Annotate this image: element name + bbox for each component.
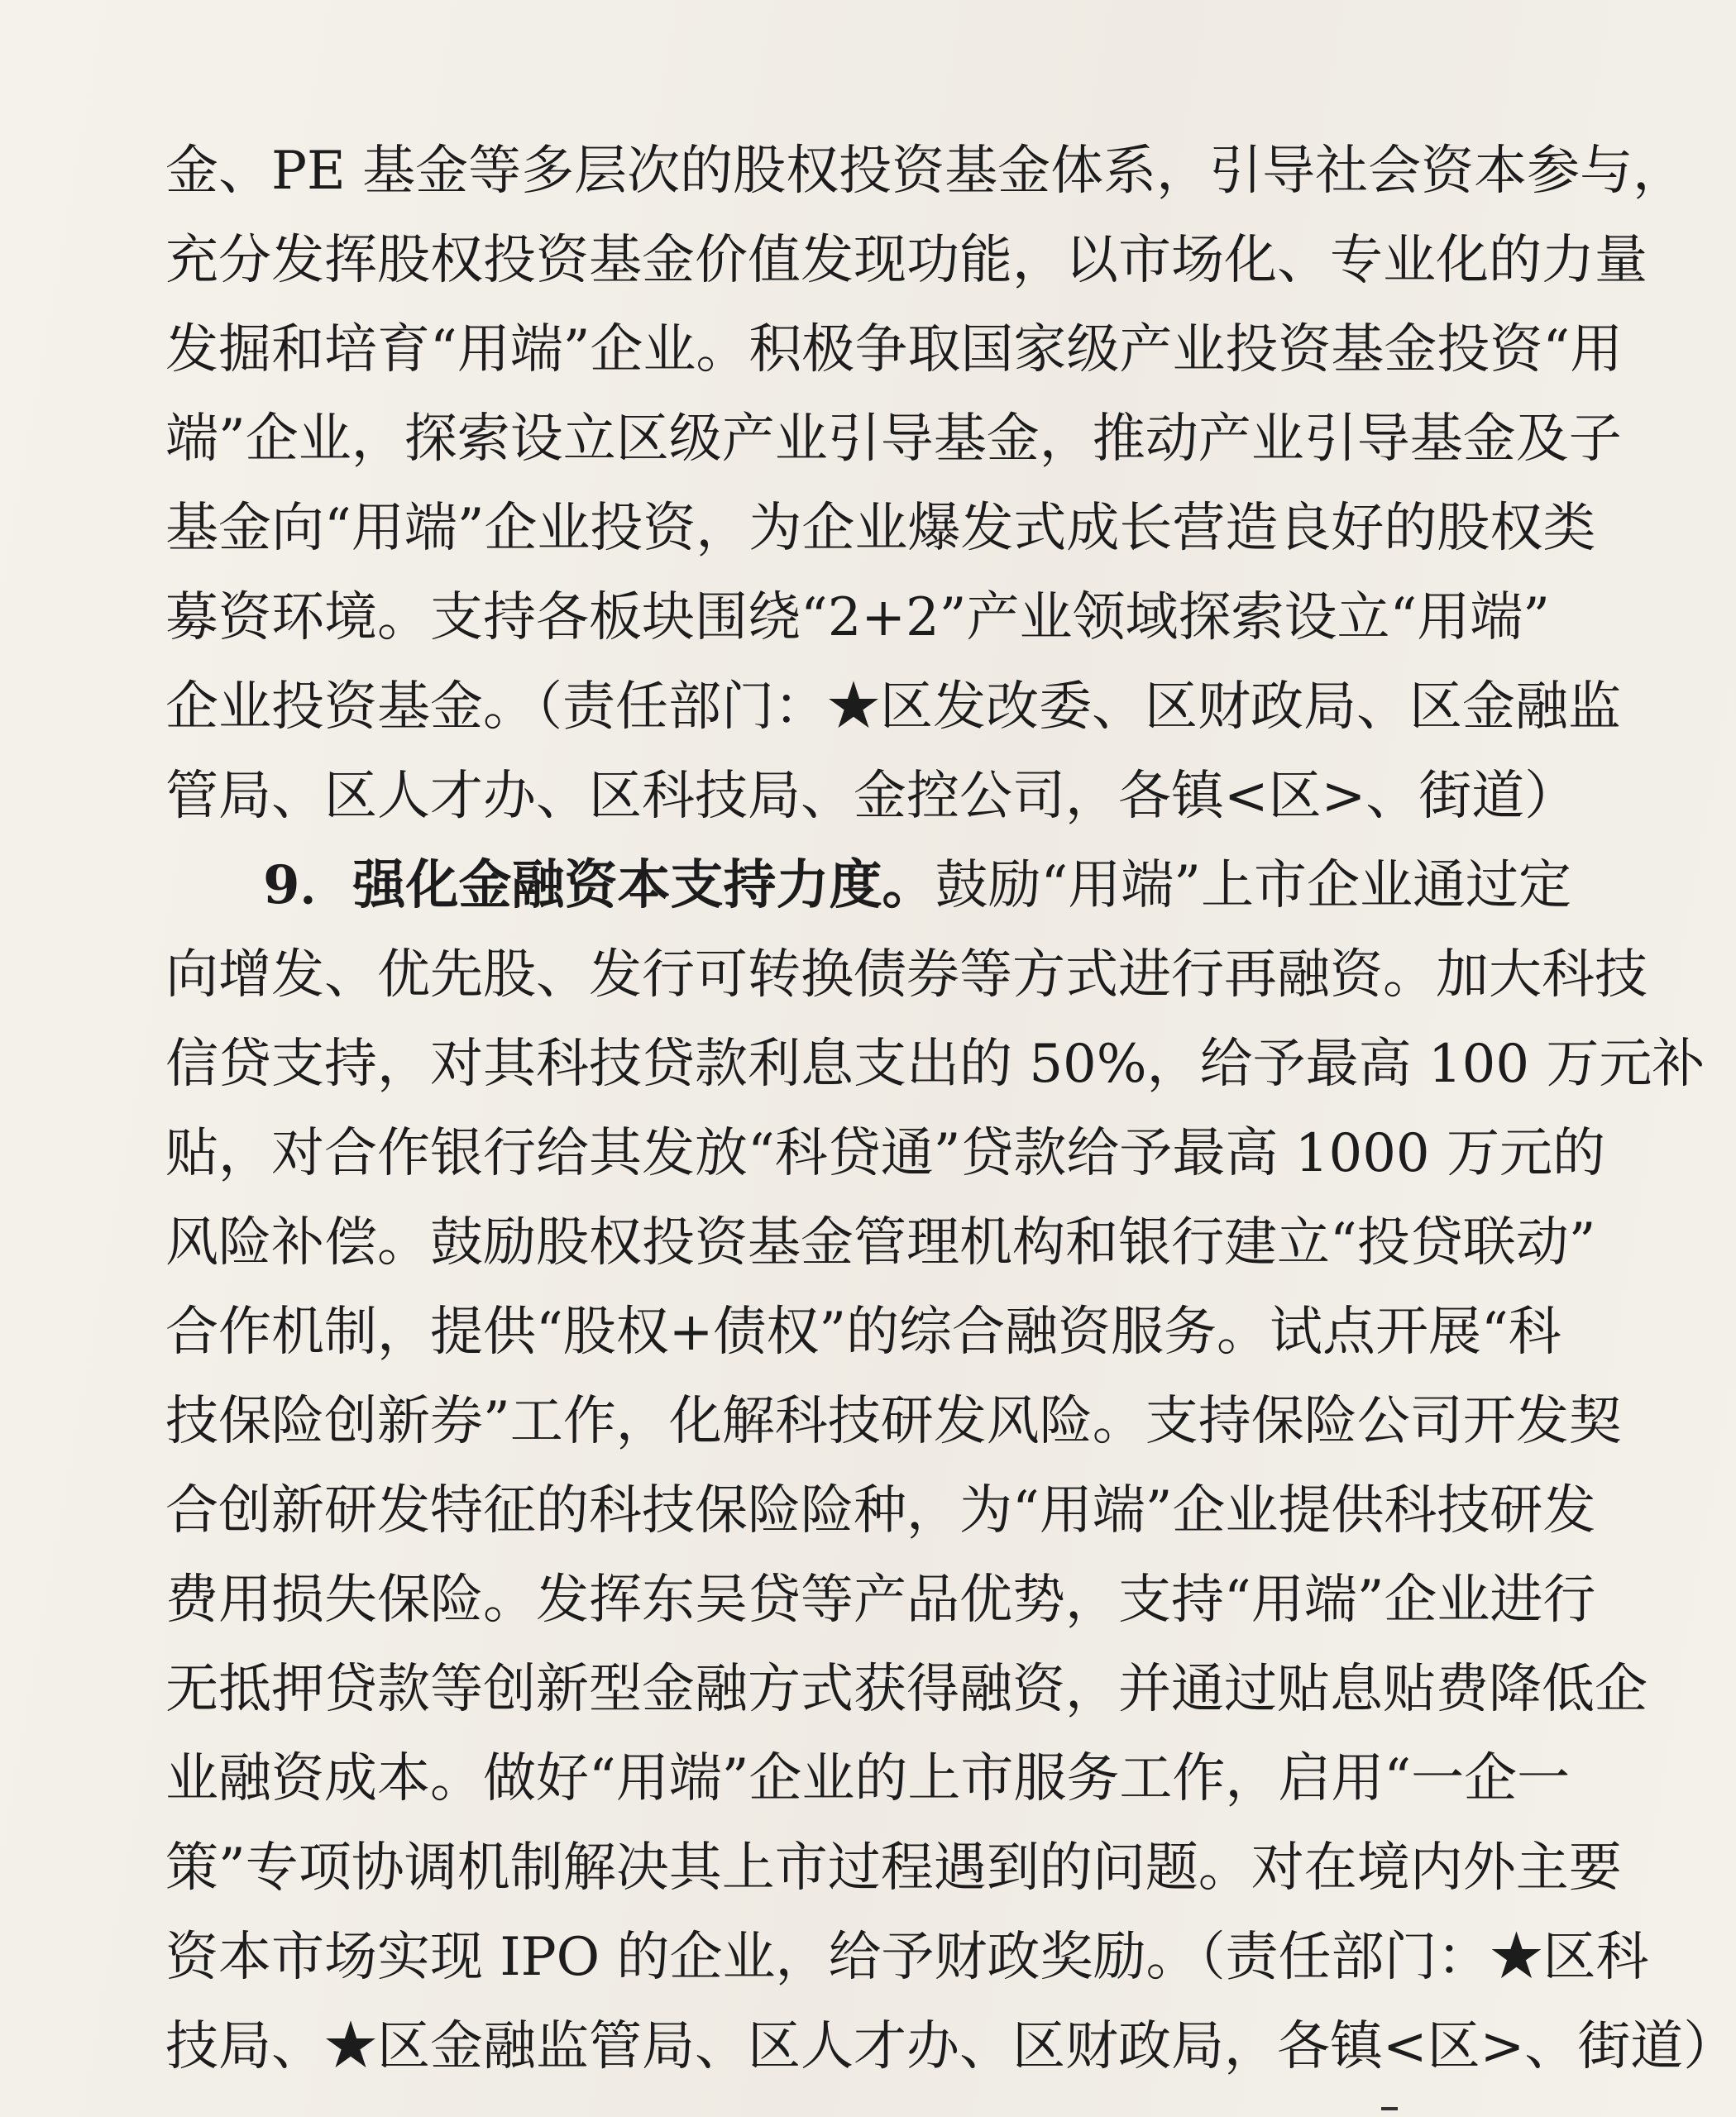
text-line: 企业投资基金。（责任部门：★区发改委、区财政局、区金融监 xyxy=(165,676,1621,738)
text-line: 充分发挥股权投资基金价值发现功能，以市场化、专业化的力量 xyxy=(165,230,1648,291)
text-line: 技局、★区金融监管局、区人才办、区财政局，各镇<区>、街道） xyxy=(165,2016,1736,2077)
text-line: 管局、区人才办、区科技局、金控公司，各镇<区>、街道） xyxy=(165,766,1578,827)
text-line: 风险补偿。鼓励股权投资基金管理机构和银行建立“投贷联动” xyxy=(165,1212,1596,1274)
text-line: 基金向“用端”企业投资，为企业爆发式成长营造良好的股权类 xyxy=(165,498,1596,559)
text-line: 向增发、优先股、发行可转换债券等方式进行再融资。加大科技 xyxy=(165,944,1648,1006)
section-9-first-line xyxy=(263,841,1571,930)
text-line: 费用损失保险。发挥东吴贷等产品优势，支持“用端”企业进行 xyxy=(165,1570,1596,1631)
text-line: 业融资成本。做好“用端”企业的上市服务工作，启用“一企一 xyxy=(165,1748,1571,1809)
text-line: 技保险创新券”工作，化解科技研发风险。支持保险公司开发契 xyxy=(165,1391,1622,1452)
text-line: 策”专项协调机制解决其上市过程遇到的问题。对在境内外主要 xyxy=(165,1837,1622,1899)
section-9-first-line-text: 鼓励“用端”上市企业通过定 xyxy=(935,855,1571,916)
text-line: 无抵押贷款等创新型金融方式获得融资，并通过贴息贴费降低企 xyxy=(165,1659,1648,1720)
text-line: 信贷支持，对其科技贷款利息支出的 50%，给予最高 100 万元补 xyxy=(165,1034,1705,1095)
text-line: 合创新研发特征的科技保险险种，为“用端”企业提供科技研发 xyxy=(165,1480,1596,1541)
text-line: 发掘和培育“用端”企业。积极争取国家级产业投资基金投资“用 xyxy=(165,319,1624,380)
text-line: 合作机制，提供“股权+债权”的综合融资服务。试点开展“科 xyxy=(165,1302,1561,1363)
text-line: 端”企业，探索设立区级产业引导基金，推动产业引导基金及子 xyxy=(165,409,1622,470)
text-line: 募资环境。支持各板块围绕“2+2”产业领域探索设立“用端” xyxy=(165,587,1550,648)
text-line: 贴，对合作银行给其发放“科贷通”贷款给予最高 1000 万元的 xyxy=(165,1123,1605,1184)
page-edge-mark xyxy=(1381,2107,1398,2110)
text-line: 资本市场实现 IPO 的企业，给予财政奖励。（责任部门：★区科 xyxy=(165,1927,1649,1988)
text-line: 金、PE 基金等多层次的股权投资基金体系，引导社会资本参与， xyxy=(165,141,1686,202)
section-9-heading: 9．强化金融资本支持力度。 xyxy=(263,854,935,916)
